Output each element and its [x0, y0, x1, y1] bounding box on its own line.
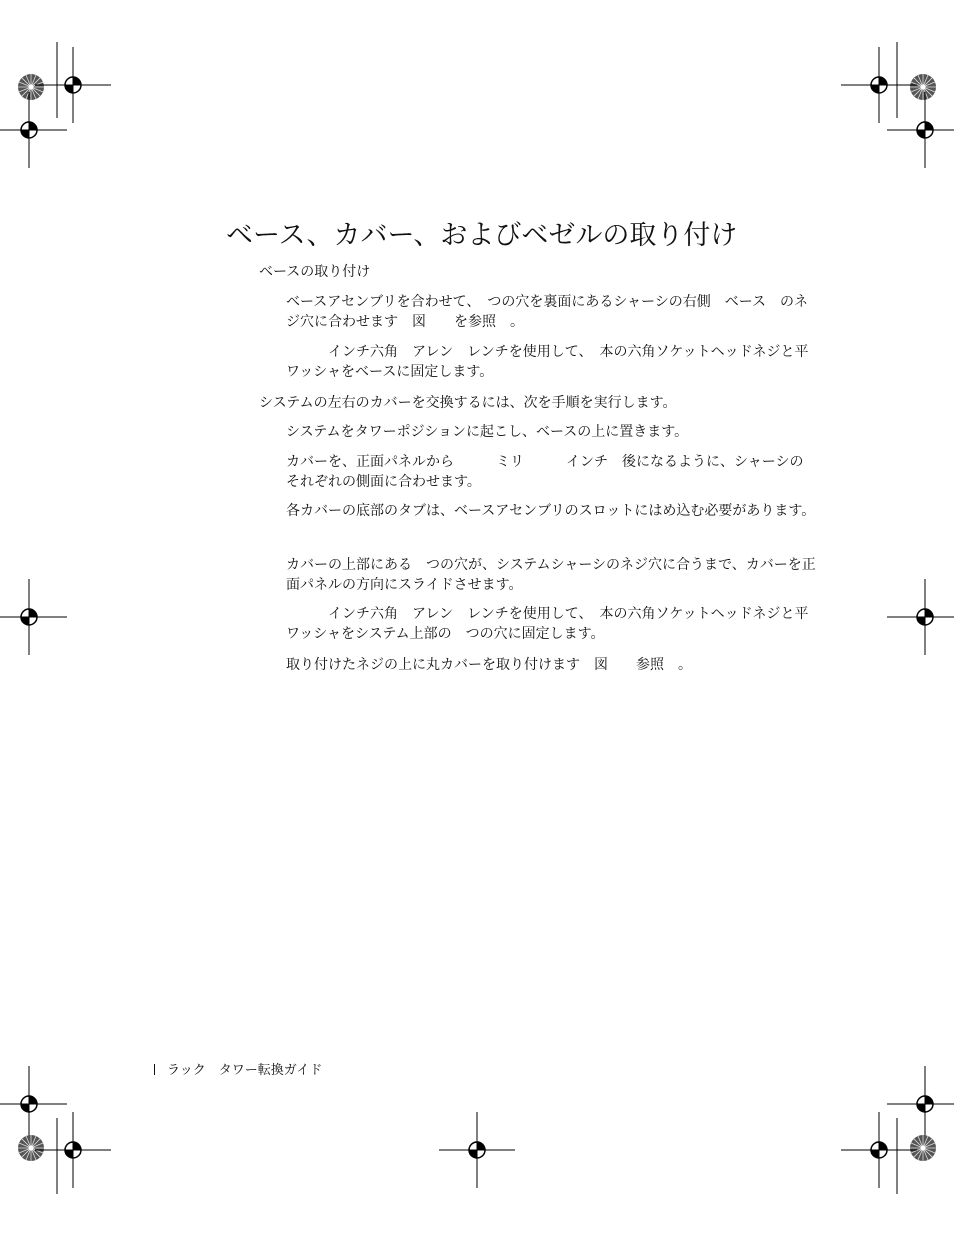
cover-step-6: 取り付けたネジの上に丸カバーを取り付けます 図 参照 。 — [286, 657, 692, 673]
sunburst-mark-icon — [910, 1135, 936, 1161]
registration-mark-icon — [439, 1112, 515, 1188]
cover-step-1: システムをタワーポジションに起こし、ベースの上に置きます。 — [286, 424, 689, 440]
footer-rule — [154, 1064, 155, 1075]
registration-mark-icon — [0, 579, 67, 655]
registration-mark-icon — [887, 579, 954, 655]
sunburst-mark-icon — [18, 1135, 44, 1161]
cover-step-4: カバーの上部にある つの穴が、システムシャーシのネジ穴に合うまで、カバーを正面パネルの方向にスライドさせます。 — [286, 557, 816, 593]
registration-mark-icon — [35, 1112, 111, 1188]
sunburst-mark-icon — [910, 74, 936, 100]
base-step-2: インチ六角 アレン レンチを使用して、 本の六角ソケットヘッドネジと平ワッシャをベースに固定します。 — [286, 344, 809, 380]
cover-step-2: カバーを、正面パネルから ミリ インチ 後になるように、シャーシのそれぞれの側面に合わせます。 — [286, 454, 804, 490]
footer-text: ラック タワー転換ガイド — [167, 1063, 323, 1078]
cover-step-5: インチ六角 アレン レンチを使用して、 本の六角ソケットヘッドネジと平ワッシャをシステム上部の つの穴に固定します。 — [286, 606, 809, 642]
cover-step-3: 各カバーの底部のタブは、ベースアセンブリのスロットにはめ込む必要があります。 — [286, 503, 816, 519]
page-title: ベース、カバー、およびベゼルの取り付け — [226, 220, 738, 251]
registration-mark-icon — [35, 47, 111, 123]
sunburst-mark-icon — [18, 74, 44, 100]
page-footer — [154, 1062, 322, 1080]
section-subheading: ベースの取り付け — [259, 264, 371, 280]
registration-mark-icon — [841, 47, 917, 123]
cover-intro: システムの左右のカバーを交換するには、次を手順を実行します。 — [259, 395, 677, 411]
registration-mark-icon — [841, 1112, 917, 1188]
base-step-1: ベースアセンブリを合わせて、 つの穴を裏面にあるシャーシの右側 ベース のネジ穴に合わせます 図 を参照 。 — [286, 294, 809, 330]
